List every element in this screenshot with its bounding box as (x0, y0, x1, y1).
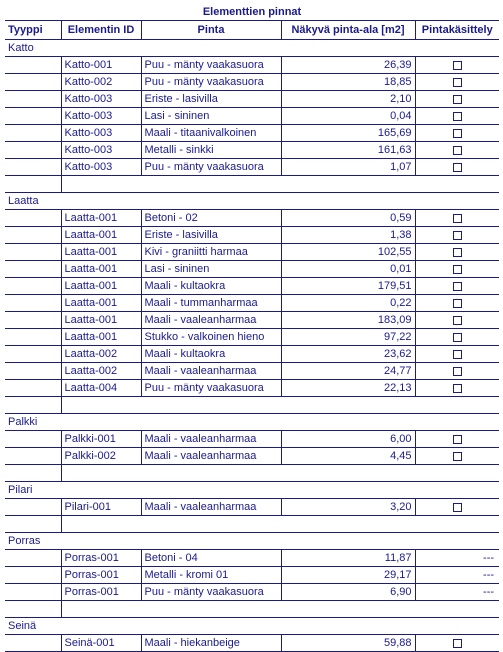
surface-cell: Maali - titaanivalkoinen (141, 125, 281, 142)
table-row[interactable] (5, 244, 499, 261)
group-name: Laatta (5, 193, 499, 210)
visible-area-cell: 59,88 (281, 635, 415, 652)
element-id-cell: Porras-001 (61, 567, 141, 584)
surface-cell: Maali - vaaleanharmaa (141, 431, 281, 448)
surface-treatment-checkbox[interactable] (453, 248, 462, 257)
surface-cell: Stukko - valkoinen hieno (141, 329, 281, 346)
surface-treatment-cell (415, 295, 499, 312)
type-cell (5, 57, 61, 74)
surface-cell: Puu - mänty vaakasuora (141, 159, 281, 176)
type-cell (5, 431, 61, 448)
table-row[interactable] (5, 380, 499, 397)
group-header-row (5, 618, 499, 635)
type-cell (5, 91, 61, 108)
visible-area-cell: 165,69 (281, 125, 415, 142)
type-cell (5, 278, 61, 295)
group-name: Pilari (5, 482, 499, 499)
surface-cell: Metalli - sinkki (141, 142, 281, 159)
surface-treatment-cell (415, 380, 499, 397)
element-id-cell: Laatta-002 (61, 363, 141, 380)
visible-area-cell: 0,04 (281, 108, 415, 125)
group-header-row (5, 482, 499, 499)
separator-cell (61, 176, 499, 193)
element-id-cell: Laatta-001 (61, 261, 141, 278)
surface-treatment-checkbox[interactable] (453, 265, 462, 274)
surface-cell: Eriste - lasivilla (141, 227, 281, 244)
surface-treatment-value: --- (483, 586, 495, 598)
visible-area-cell: 0,22 (281, 295, 415, 312)
table-row[interactable] (5, 346, 499, 363)
group-separator-row (5, 397, 499, 414)
surface-cell: Maali - vaaleanharmaa (141, 312, 281, 329)
separator-cell (5, 516, 61, 533)
table-row[interactable] (5, 57, 499, 74)
surface-treatment-checkbox[interactable] (453, 78, 462, 87)
surface-treatment-cell (415, 584, 499, 601)
surface-treatment-checkbox[interactable] (453, 112, 462, 121)
surface-treatment-cell (415, 329, 499, 346)
table-row[interactable] (5, 108, 499, 125)
surface-cell: Puu - mänty vaakasuora (141, 380, 281, 397)
visible-area-cell: 97,22 (281, 329, 415, 346)
surface-treatment-checkbox[interactable] (453, 333, 462, 342)
table-row[interactable] (5, 584, 499, 601)
type-cell (5, 244, 61, 261)
element-id-cell: Katto-003 (61, 142, 141, 159)
visible-area-cell: 11,87 (281, 550, 415, 567)
element-id-cell: Palkki-001 (61, 431, 141, 448)
element-id-cell: Palkki-002 (61, 448, 141, 465)
element-id-cell: Laatta-001 (61, 295, 141, 312)
surface-treatment-cell (415, 108, 499, 125)
schedule-body (5, 4, 499, 652)
surface-treatment-checkbox[interactable] (453, 316, 462, 325)
type-cell (5, 550, 61, 567)
table-row[interactable] (5, 363, 499, 380)
element-id-cell: Porras-001 (61, 550, 141, 567)
element-id-cell: Katto-003 (61, 108, 141, 125)
type-cell (5, 261, 61, 278)
element-id-cell: Laatta-001 (61, 244, 141, 261)
surface-treatment-checkbox[interactable] (453, 299, 462, 308)
surface-treatment-cell (415, 346, 499, 363)
type-cell (5, 567, 61, 584)
separator-cell (5, 465, 61, 482)
surface-cell: Eriste - lasivilla (141, 91, 281, 108)
surface-treatment-checkbox[interactable] (453, 452, 462, 461)
surface-treatment-cell (415, 125, 499, 142)
table-row[interactable] (5, 278, 499, 295)
group-separator-row (5, 516, 499, 533)
group-separator-row (5, 601, 499, 618)
schedule-table-container (5, 4, 499, 652)
surface-cell: Kivi - graniitti harmaa (141, 244, 281, 261)
visible-area-cell: 18,85 (281, 74, 415, 91)
element-id-cell: Seinä-001 (61, 635, 141, 652)
surface-treatment-cell (415, 159, 499, 176)
surface-cell: Puu - mänty vaakasuora (141, 584, 281, 601)
table-row[interactable] (5, 329, 499, 346)
table-row[interactable] (5, 431, 499, 448)
column-header-element-id[interactable]: Elementin ID (61, 21, 141, 40)
surface-cell: Maali - kultaokra (141, 278, 281, 295)
visible-area-cell: 102,55 (281, 244, 415, 261)
group-name: Katto (5, 40, 499, 57)
group-name: Seinä (5, 618, 499, 635)
surface-treatment-cell (415, 550, 499, 567)
element-id-cell: Katto-003 (61, 159, 141, 176)
group-header-row (5, 533, 499, 550)
surface-treatment-checkbox[interactable] (453, 435, 462, 444)
visible-area-cell: 26,39 (281, 57, 415, 74)
surface-treatment-cell (415, 278, 499, 295)
type-cell (5, 227, 61, 244)
surface-cell: Maali - vaaleanharmaa (141, 499, 281, 516)
surface-treatment-checkbox[interactable] (453, 214, 462, 223)
visible-area-cell: 22,13 (281, 380, 415, 397)
surface-treatment-cell (415, 244, 499, 261)
visible-area-cell: 1,07 (281, 159, 415, 176)
table-row[interactable] (5, 295, 499, 312)
group-header-row (5, 40, 499, 57)
visible-area-cell: 2,10 (281, 91, 415, 108)
element-id-cell: Katto-002 (61, 74, 141, 91)
table-row[interactable] (5, 125, 499, 142)
visible-area-cell: 1,38 (281, 227, 415, 244)
surface-treatment-checkbox[interactable] (453, 282, 462, 291)
table-row[interactable] (5, 499, 499, 516)
type-cell (5, 329, 61, 346)
type-cell (5, 380, 61, 397)
separator-cell (61, 397, 499, 414)
table-row[interactable] (5, 550, 499, 567)
surface-treatment-checkbox[interactable] (453, 639, 462, 648)
surface-treatment-cell (415, 499, 499, 516)
group-name: Palkki (5, 414, 499, 431)
type-cell (5, 210, 61, 227)
type-cell (5, 159, 61, 176)
column-header-surface[interactable]: Pinta (141, 21, 281, 40)
type-cell (5, 125, 61, 142)
separator-cell (5, 176, 61, 193)
surface-treatment-checkbox[interactable] (453, 231, 462, 240)
group-separator-row (5, 176, 499, 193)
surface-treatment-checkbox[interactable] (453, 163, 462, 172)
element-id-cell: Laatta-001 (61, 312, 141, 329)
type-cell (5, 142, 61, 159)
surface-treatment-cell (415, 57, 499, 74)
type-cell (5, 499, 61, 516)
table-row[interactable] (5, 312, 499, 329)
type-cell (5, 346, 61, 363)
element-id-cell: Pilari-001 (61, 499, 141, 516)
surface-cell: Lasi - sininen (141, 261, 281, 278)
surface-treatment-cell (415, 74, 499, 91)
element-id-cell: Laatta-001 (61, 210, 141, 227)
surface-cell: Betoni - 04 (141, 550, 281, 567)
surface-treatment-checkbox[interactable] (453, 95, 462, 104)
element-id-cell: Laatta-001 (61, 278, 141, 295)
surface-cell: Maali - vaaleanharmaa (141, 363, 281, 380)
table-row[interactable] (5, 227, 499, 244)
surface-treatment-cell (415, 91, 499, 108)
visible-area-cell: 183,09 (281, 312, 415, 329)
surface-treatment-cell (415, 227, 499, 244)
table-row[interactable] (5, 635, 499, 652)
surface-cell: Lasi - sininen (141, 108, 281, 125)
surface-schedule-table (5, 4, 499, 652)
surface-treatment-checkbox[interactable] (453, 503, 462, 512)
surface-treatment-cell (415, 448, 499, 465)
column-header-visible-area[interactable]: Näkyvä pinta-ala [m2] (281, 21, 415, 40)
surface-cell: Maali - kultaokra (141, 346, 281, 363)
element-id-cell: Katto-001 (61, 57, 141, 74)
element-id-cell: Laatta-002 (61, 346, 141, 363)
header-row (5, 21, 499, 40)
table-row[interactable] (5, 261, 499, 278)
group-name: Porras (5, 533, 499, 550)
group-separator-row (5, 465, 499, 482)
visible-area-cell: 0,59 (281, 210, 415, 227)
visible-area-cell: 6,00 (281, 431, 415, 448)
table-row[interactable] (5, 567, 499, 584)
surface-treatment-cell (415, 635, 499, 652)
element-id-cell: Laatta-001 (61, 227, 141, 244)
type-cell (5, 312, 61, 329)
surface-treatment-cell (415, 142, 499, 159)
surface-cell: Puu - mänty vaakasuora (141, 74, 281, 91)
group-header-row (5, 414, 499, 431)
surface-cell: Maali - vaaleanharmaa (141, 448, 281, 465)
visible-area-cell: 4,45 (281, 448, 415, 465)
surface-treatment-checkbox[interactable] (453, 384, 462, 393)
type-cell (5, 295, 61, 312)
table-row[interactable] (5, 142, 499, 159)
table-row[interactable] (5, 91, 499, 108)
separator-cell (5, 601, 61, 618)
element-id-cell: Katto-003 (61, 125, 141, 142)
surface-treatment-value: --- (483, 552, 495, 564)
visible-area-cell: 6,90 (281, 584, 415, 601)
surface-treatment-checkbox[interactable] (453, 129, 462, 138)
surface-treatment-cell (415, 312, 499, 329)
separator-cell (61, 601, 499, 618)
table-row[interactable] (5, 210, 499, 227)
column-header-type[interactable]: Tyyppi (5, 21, 61, 40)
type-cell (5, 448, 61, 465)
visible-area-cell: 29,17 (281, 567, 415, 584)
separator-cell (61, 465, 499, 482)
surface-treatment-cell (415, 261, 499, 278)
surface-cell: Betoni - 02 (141, 210, 281, 227)
surface-cell: Maali - tummanharmaa (141, 295, 281, 312)
title-row (5, 4, 499, 21)
type-cell (5, 635, 61, 652)
table-row[interactable] (5, 159, 499, 176)
visible-area-cell: 23,62 (281, 346, 415, 363)
group-header-row (5, 193, 499, 210)
surface-treatment-checkbox[interactable] (453, 350, 462, 359)
element-id-cell: Laatta-001 (61, 329, 141, 346)
surface-treatment-checkbox[interactable] (453, 367, 462, 376)
separator-cell (61, 516, 499, 533)
schedule-title: Elementtien pinnat (5, 4, 499, 21)
type-cell (5, 108, 61, 125)
element-id-cell: Laatta-004 (61, 380, 141, 397)
surface-cell: Metalli - kromi 01 (141, 567, 281, 584)
surface-treatment-cell (415, 431, 499, 448)
type-cell (5, 584, 61, 601)
type-cell (5, 74, 61, 91)
surface-treatment-cell (415, 210, 499, 227)
surface-cell: Maali - hiekanbeige (141, 635, 281, 652)
table-row[interactable] (5, 448, 499, 465)
surface-cell: Puu - mänty vaakasuora (141, 57, 281, 74)
separator-cell (5, 397, 61, 414)
visible-area-cell: 0,01 (281, 261, 415, 278)
surface-treatment-cell (415, 567, 499, 584)
surface-treatment-value: --- (483, 569, 495, 581)
surface-treatment-cell (415, 363, 499, 380)
visible-area-cell: 24,77 (281, 363, 415, 380)
type-cell (5, 363, 61, 380)
element-id-cell: Katto-003 (61, 91, 141, 108)
visible-area-cell: 3,20 (281, 499, 415, 516)
visible-area-cell: 161,63 (281, 142, 415, 159)
table-row[interactable] (5, 74, 499, 91)
surface-treatment-checkbox[interactable] (453, 146, 462, 155)
surface-treatment-checkbox[interactable] (453, 61, 462, 70)
visible-area-cell: 179,51 (281, 278, 415, 295)
column-header-surface-treatment[interactable]: Pintakäsittely (415, 21, 499, 40)
element-id-cell: Porras-001 (61, 584, 141, 601)
